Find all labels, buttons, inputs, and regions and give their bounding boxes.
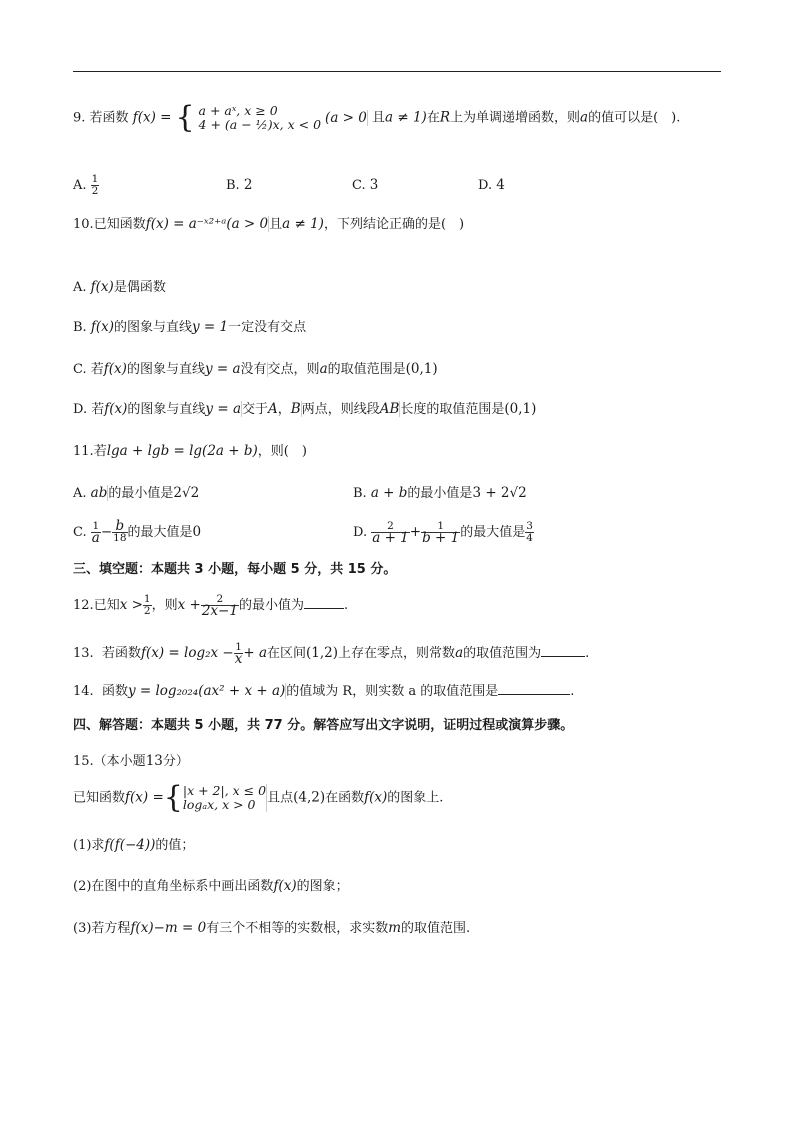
q10-option-b: B. f(x)的图象与直线y = 1一定没有交点 bbox=[73, 319, 307, 335]
q15-subquestion-2: (2)在图中的直角坐标系中画出函数f(x)的图象； bbox=[73, 878, 349, 894]
question-12: 12.已知x > $\frac{1}{2}$ ，则x + $\frac{2}{2x-1}$ 的最小值为 . bbox=[73, 593, 349, 619]
header-rule bbox=[73, 71, 721, 72]
function-expression: f(x) = a⁻ˣ²⁺ᵃ(a > 0 bbox=[145, 216, 269, 232]
question-13: 13. 若函数f(x) = log₂x − $\frac{1}{x}$ + a在区间(1,2)上存在零点，则常数a的取值范围为 . bbox=[73, 641, 590, 667]
q10-option-c: C. 若f(x)的图象与直线y = a没有交点，则a的取值范围是(0,1) bbox=[73, 361, 438, 377]
condition: (a > 0 bbox=[325, 109, 367, 126]
case-2: 4 + (a − ½)x, x < 0 bbox=[198, 117, 322, 132]
question-15-header: 15.（本小题13分） bbox=[73, 753, 189, 769]
q10-option-d: D. 若f(x)的图象与直线y = a交于A，B两点，则线段AB长度的取值范围是(0,1) bbox=[73, 401, 537, 417]
answer-blank[interactable] bbox=[498, 682, 570, 695]
q10-option-a: A. f(x)是偶函数 bbox=[73, 279, 166, 295]
answer-blank[interactable] bbox=[541, 644, 585, 657]
question-9: 9. 若函数 f(x) = { a + aˣ, x ≥ 0 4 + (a − ½)x, x < 0 (a > 0 且a ≠ 1)在R上为单调递增函数，则a的值可以是( ). bbox=[73, 100, 681, 135]
q15-subquestion-1: (1)求f(f(−4))的值； bbox=[73, 837, 195, 853]
piecewise-function: f(x) = { a + aˣ, x ≥ 0 4 + (a − ½)x, x < 0 (a > 0 bbox=[132, 100, 367, 135]
question-number: 9. bbox=[73, 110, 86, 126]
q9-option-d: D. 4 bbox=[478, 177, 505, 193]
question-15-stem: 已知函数f(x) ={|x + 2|, x ≤ 0 logₐx, x > 0 且点(4,2)在函数f(x)的图象上. bbox=[73, 780, 444, 815]
question-10: 10.已知函数f(x) = a⁻ˣ²⁺ᵃ(a > 0且a ≠ 1)，下列结论正确的是( ) bbox=[73, 216, 465, 232]
q11-option-d: D. $\frac{2}{a + 1}$ + $\frac{1}{b + 1}$ 的最大值是 $\frac{3}{4}$ bbox=[353, 520, 533, 546]
fraction: $\frac{1}{2}$ bbox=[91, 173, 99, 197]
q9-option-a: A. $\frac{1}{2}$ bbox=[73, 173, 99, 197]
q11-option-c: C. $\frac{1}{a}$ − $\frac{b}{18}$ 的最大值是0 bbox=[73, 518, 202, 546]
q9-option-b: B. 2 bbox=[226, 177, 253, 193]
equation: lga + lgb = lg(2a + b) bbox=[106, 443, 258, 459]
q9-option-c: C. 3 bbox=[352, 177, 379, 193]
question-11: 11.若lga + lgb = lg(2a + b)，则( ) bbox=[73, 443, 307, 459]
text: 若函数 bbox=[89, 110, 129, 126]
case-1: a + aˣ, x ≥ 0 bbox=[198, 103, 278, 118]
q11-option-a: A. ab的最小值是2√2 bbox=[73, 485, 200, 501]
question-14: 14. 函数y = log₂₀₂₄(ax² + x + a)的值域为 R，则实数 a 的取值范围是 . bbox=[73, 683, 575, 699]
brace-icon: { bbox=[175, 100, 195, 135]
q11-option-b: B. a + b的最小值是3 + 2√2 bbox=[353, 485, 527, 501]
piecewise-function: f(x) ={|x + 2|, x ≤ 0 logₐx, x > 0 bbox=[125, 780, 267, 815]
section-heading-3: 三、填空题：本题共 3 小题，每小题 5 分，共 15 分。 bbox=[73, 562, 397, 577]
answer-blank[interactable] bbox=[304, 596, 344, 609]
section-heading-4: 四、解答题：本题共 5 小题，共 77 分。解答应写出文字说明，证明过程或演算步骤。 bbox=[73, 718, 574, 733]
q15-subquestion-3: (3)若方程f(x)−m = 0有三个不相等的实数根，求实数m的取值范围. bbox=[73, 920, 471, 936]
brace-icon: { bbox=[163, 780, 183, 815]
